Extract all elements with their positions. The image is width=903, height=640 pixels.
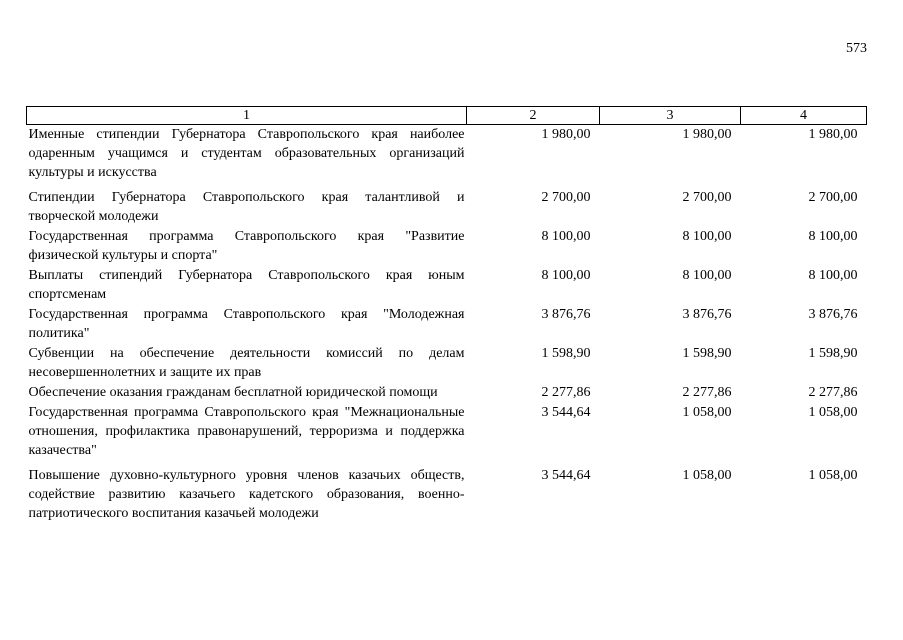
table-row [27,466,867,524]
row-value-3: 2 700,00 [682,190,732,205]
row-value-4: 1 598,90 [808,346,858,361]
row-value-3: 2 277,86 [682,385,732,400]
row-description: Государственная программа Ставропольского края "Развитие физической культуры и спорта" [28,229,465,263]
table-row [27,125,867,189]
budget-table [26,106,867,524]
row-value-4: 8 100,00 [808,229,858,244]
row-value-2: 1 980,00 [541,127,591,142]
page-number: 573 [846,41,867,56]
row-value-2: 3 544,64 [541,468,591,483]
table-row [27,227,867,266]
row-description: Стипендии Губернатора Ставропольского края талантливой и творческой молодежи [28,190,465,224]
row-description: Государственная программа Ставропольского края "Межнациональные отношения, профилактика правонарушений, терроризма и поддержка казачества" [28,405,465,458]
header-col-2: 2 [467,107,600,125]
row-description: Повышение духовно-культурного уровня членов казачьих обществ, содействие развитию казачьего кадетского образования, военно-патриотического воспитания казачьей молодежи [28,468,465,521]
table-row [27,266,867,305]
row-value-3: 1 058,00 [682,468,732,483]
row-value-3: 3 876,76 [682,307,732,322]
row-value-3: 8 100,00 [682,229,732,244]
row-value-2: 1 598,90 [541,346,591,361]
row-value-4: 8 100,00 [808,268,858,283]
table-row [27,383,867,403]
header-col-3: 3 [600,107,741,125]
row-value-2: 8 100,00 [541,229,591,244]
row-value-2: 3 876,76 [541,307,591,322]
row-value-4: 1 980,00 [808,127,858,142]
row-description: Именные стипендии Губернатора Ставропольского края наиболее одаренным учащимся и студентам образовательных организаций культуры и искусства [28,127,465,180]
row-description: Обеспечение оказания гражданам бесплатной юридической помощи [28,385,438,400]
row-value-2: 2 277,86 [541,385,591,400]
row-value-2: 3 544,64 [541,405,591,420]
header-col-1: 1 [27,107,467,125]
row-value-2: 2 700,00 [541,190,591,205]
row-value-4: 1 058,00 [808,468,858,483]
table-header-row [27,107,867,125]
table-row [27,305,867,344]
row-description: Субвенции на обеспечение деятельности комиссий по делам несовершеннолетних и защите их прав [28,346,465,380]
row-value-4: 1 058,00 [808,405,858,420]
row-value-2: 8 100,00 [541,268,591,283]
row-value-4: 2 700,00 [808,190,858,205]
row-description: Выплаты стипендий Губернатора Ставропольского края юным спортсменам [28,268,465,302]
row-value-4: 2 277,86 [808,385,858,400]
header-col-4: 4 [741,107,867,125]
row-value-3: 1 980,00 [682,127,732,142]
row-value-3: 8 100,00 [682,268,732,283]
table-row [27,403,867,466]
table-row [27,344,867,383]
row-value-3: 1 058,00 [682,405,732,420]
row-description: Государственная программа Ставропольского края "Молодежная политика" [28,307,465,341]
row-value-3: 1 598,90 [682,346,732,361]
table-row [27,188,867,227]
row-value-4: 3 876,76 [808,307,858,322]
